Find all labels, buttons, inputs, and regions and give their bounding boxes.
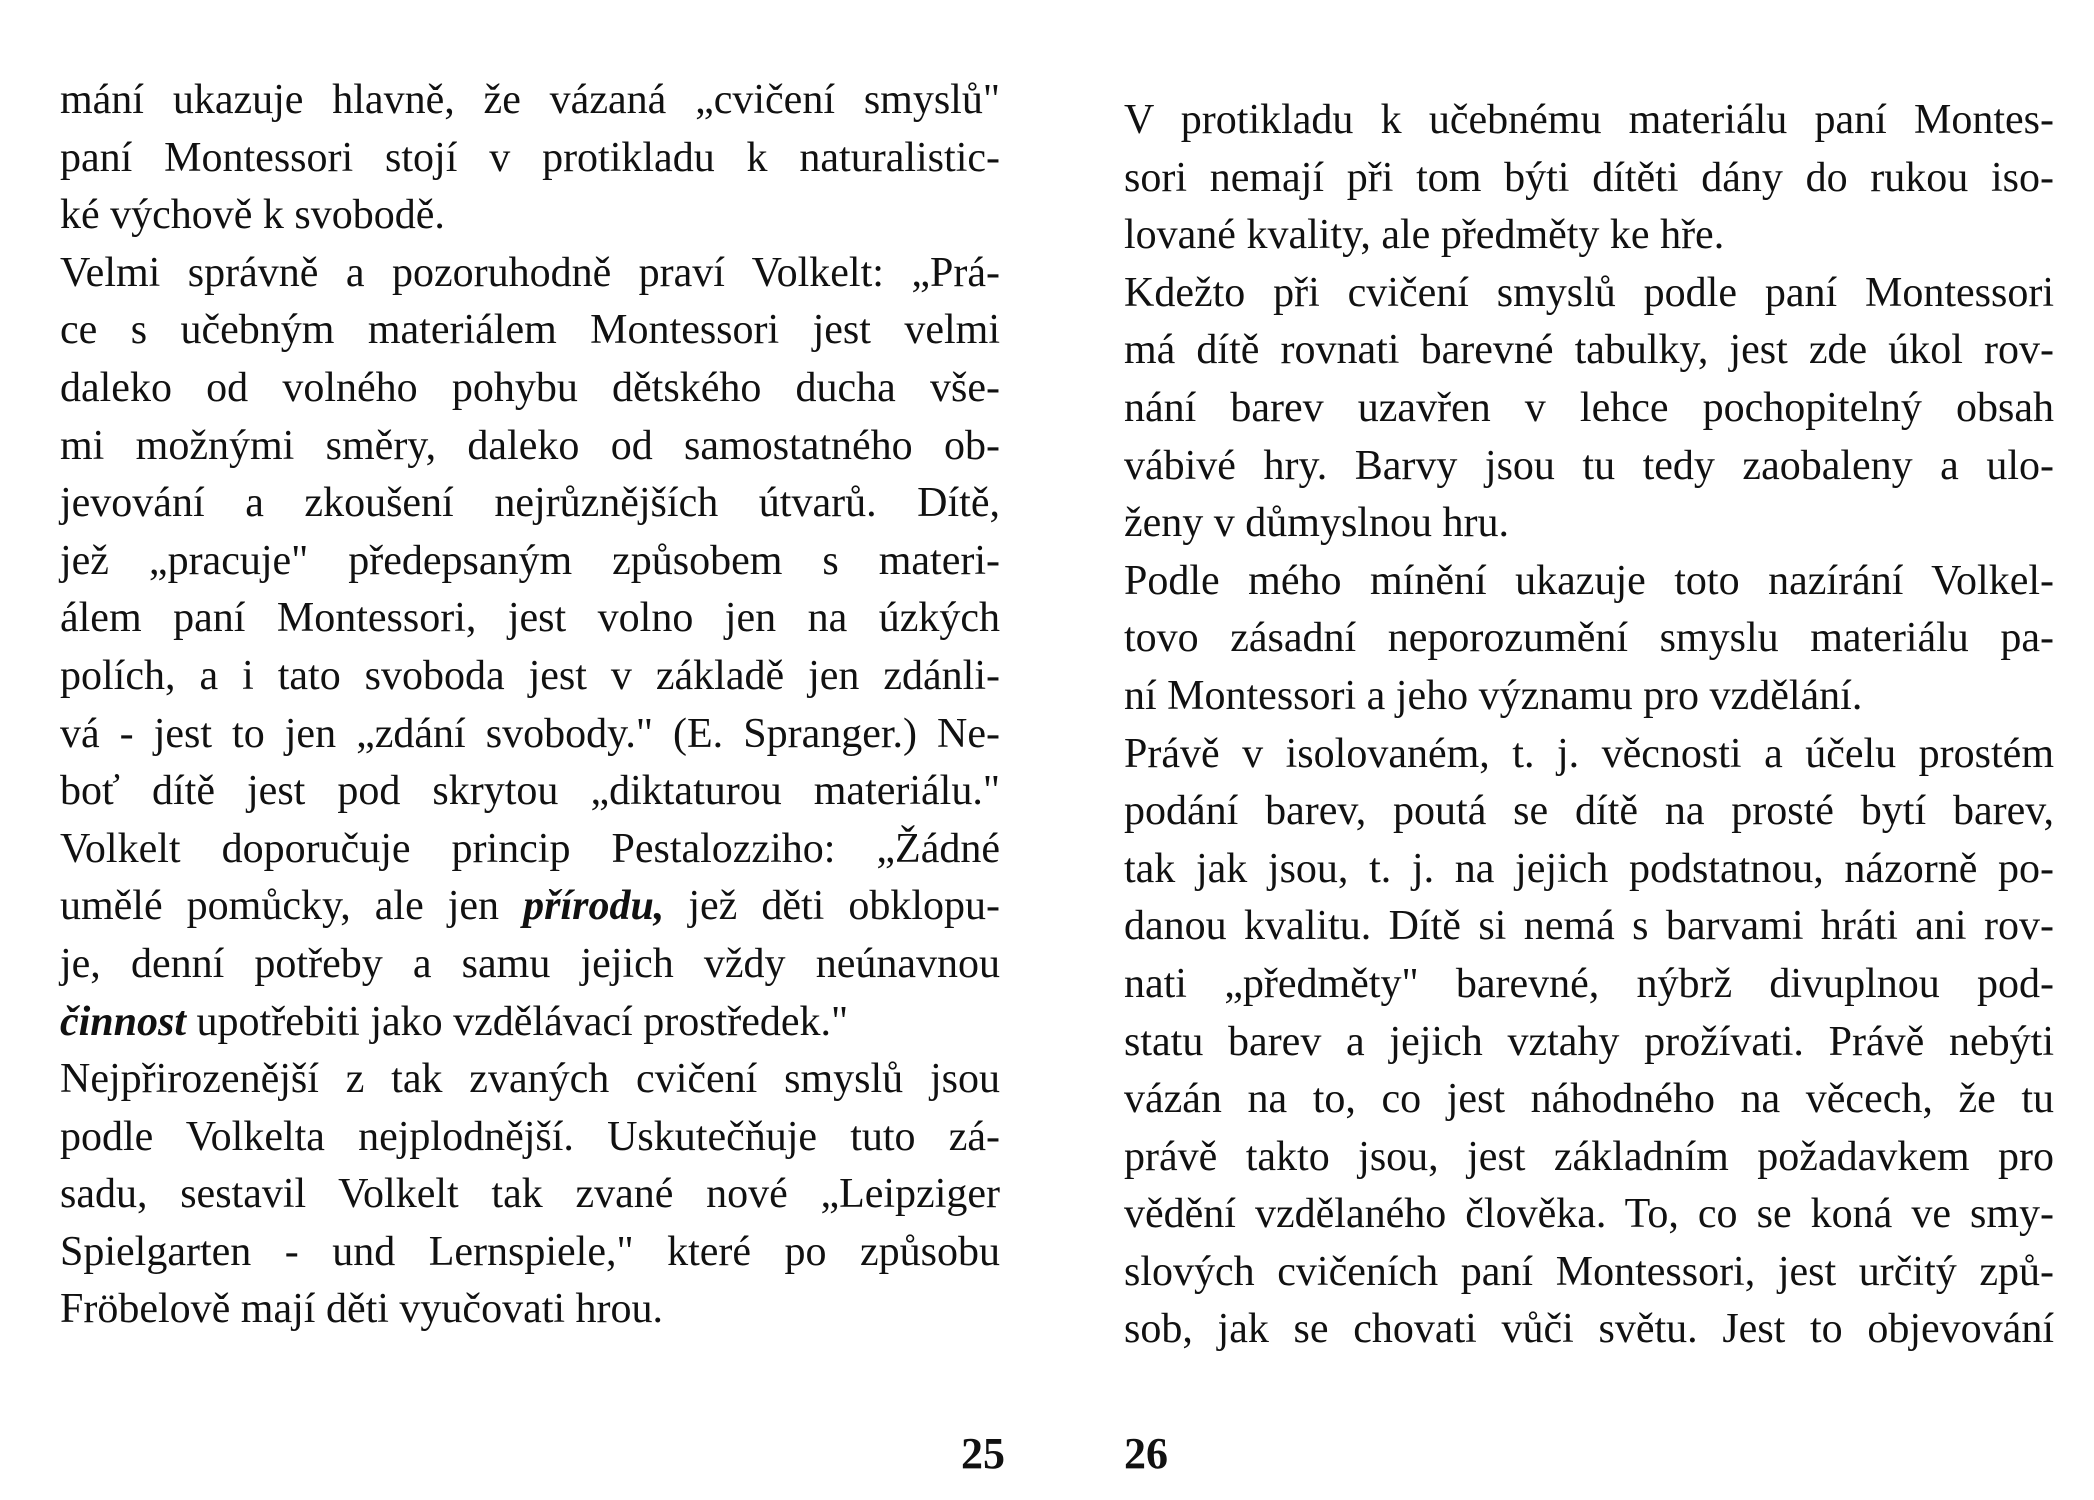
text-line: statu barev a jejich vztahy prožívati. Právě nebýti <box>1124 1018 2054 1065</box>
text-line: mání ukazuje hlavně, že vázaná „cvičení smyslů" <box>60 77 1000 123</box>
text-line: mi možnými směry, daleko od samostatného ob- <box>60 422 1000 469</box>
left-page <box>60 0 1005 1500</box>
text-line: sori nemají při tom býti dítěti dány do rukou iso- <box>1124 154 2054 201</box>
line-text: jež děti obklopu- <box>664 883 1000 930</box>
text-line: Kdežto při cvičení smyslů podle paní Montessori <box>1124 269 2054 316</box>
emphasized-word: činnost <box>60 998 187 1045</box>
text-line: ženy v důmyslnou hru. <box>1124 500 1509 547</box>
text-line: Nejpřirozenější z tak zvaných cvičení smyslů jsou <box>60 1056 1000 1103</box>
text-line: je, denní potřeby a samu jejich vždy neúnavnou <box>60 940 1000 987</box>
line-text: umělé pomůcky, ale jen <box>60 883 524 930</box>
text-line: má dítě rovnati barevné tabulky, jest zde úkol rov- <box>1124 327 2054 374</box>
text-line: jež „pracuje" předepsaným způsobem s materi- <box>60 537 1000 584</box>
text-line <box>60 994 1000 1052</box>
left-page-text <box>60 72 1000 1339</box>
right-page-text <box>1124 92 2054 1359</box>
right-page-number: 26 <box>1124 1429 1168 1478</box>
text-line: Velmi správně a pozoruhodně praví Volkelt: „Prá- <box>60 249 1000 296</box>
emphasized-word: přírodu, <box>523 883 665 930</box>
text-line: nati „předměty" barevné, nýbrž divuplnou pod- <box>1124 960 2054 1007</box>
text-line: ké výchově k svobodě. <box>60 192 445 239</box>
text-line: sob, jak se chovati vůči světu. Jest to objevování <box>1124 1306 2054 1353</box>
text-line: Právě v isolovaném, t. j. věcnosti a účelu prostém <box>1124 730 2054 777</box>
text-line: paní Montessori stojí v protikladu k naturalistic- <box>60 134 1000 181</box>
text-line: daleko od volného pohybu dětského ducha vše- <box>60 364 1000 411</box>
text-line: nání barev uzavřen v lehce pochopitelný obsah <box>1124 384 2054 431</box>
text-line: danou kvalitu. Dítě si nemá s barvami hráti ani rov- <box>1124 903 2054 950</box>
text-line: polích, a i tato svoboda jest v základě jen zdánli- <box>60 652 1000 699</box>
text-line: vá - jest to jen „zdání svobody." (E. Spranger.) Ne- <box>60 710 1000 757</box>
text-line: V protikladu k učebnému materiálu paní Montes- <box>1124 97 2054 143</box>
text-line: Podle mého mínění ukazuje toto nazírání Volkel- <box>1124 557 2054 604</box>
text-line: tak jak jsou, t. j. na jejich podstatnou, názorně po- <box>1124 845 2054 892</box>
text-line: právě takto jsou, jest základním požadavkem pro <box>1124 1133 2054 1180</box>
text-line: tovo zásadní neporozumění smyslu materiálu pa- <box>1124 615 2054 662</box>
text-line: podle Volkelta nejplodnější. Uskutečňuje tuto zá- <box>60 1113 1000 1160</box>
text-line: Volkelt doporučuje princip Pestalozziho: „Žádné <box>60 825 1000 872</box>
text-line: podání barev, poutá se dítě na prosté bytí barev, <box>1124 788 2054 835</box>
text-line: sadu, sestavil Volkelt tak zvané nové „Leipziger <box>60 1171 1000 1218</box>
left-page-number: 25 <box>961 1429 1005 1478</box>
text-line: ce s učebným materiálem Montessori jest velmi <box>60 307 1000 354</box>
text-line: lované kvality, ale předměty ke hře. <box>1124 212 1725 259</box>
text-line <box>60 878 1000 936</box>
right-page <box>1124 0 2054 1500</box>
text-line: vědění vzdělaného člověka. To, co se koná ve smy- <box>1124 1191 2054 1238</box>
text-line: álem paní Montessori, jest volno jen na úzkých <box>60 595 1000 642</box>
text-line: jevování a zkoušení nejrůznějších útvarů. Dítě, <box>60 480 1000 527</box>
line-text: upotřebiti jako vzdělávací prostředek." <box>186 998 849 1045</box>
text-line: Spielgarten - und Lernspiele," které po způsobu <box>60 1228 1000 1275</box>
text-line: ní Montessori a jeho významu pro vzdělání. <box>1124 672 1863 719</box>
text-line: boť dítě jest pod skrytou „diktaturou materiálu." <box>60 768 1000 815</box>
text-line: Fröbelově mají děti vyučovati hrou. <box>60 1286 664 1333</box>
text-line: vázán na to, co jest náhodného na věcech, že tu <box>1124 1076 2054 1123</box>
text-line: slových cvičeních paní Montessori, jest určitý způ- <box>1124 1248 2054 1295</box>
text-line: vábivé hry. Barvy jsou tu tedy zaobaleny a ulo- <box>1124 442 2054 489</box>
